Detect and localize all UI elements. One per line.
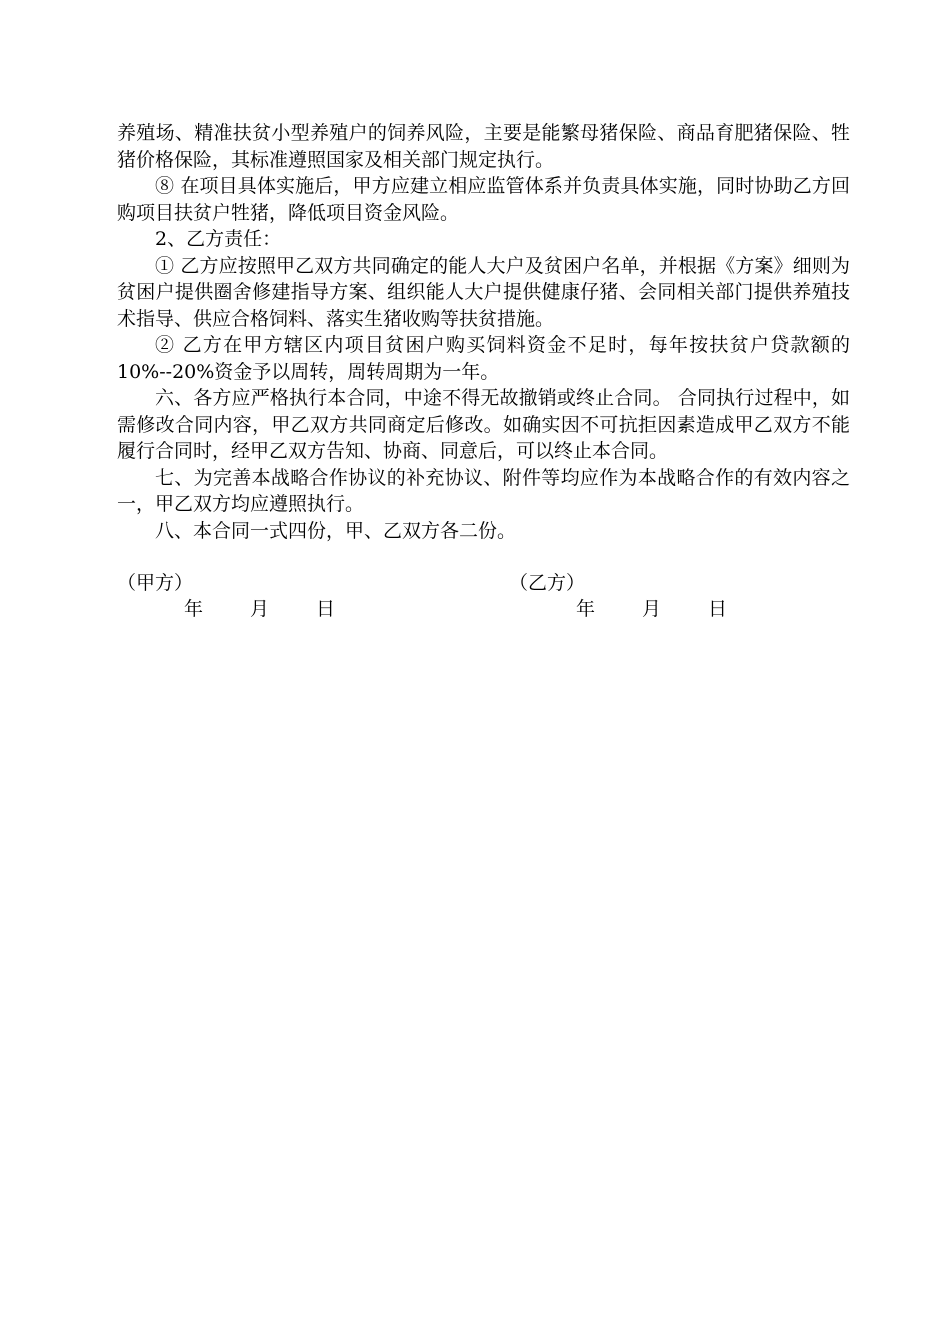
paragraph-party-b-item-2: ② 乙方在甲方辖区内项目贫困户购买饲料资金不足时，每年按扶贫户贷款额的10%--20%资金予以周转，周转周期为一年。: [117, 334, 850, 383]
paragraph-party-b-item-1: ① 乙方应按照甲乙双方共同确定的能人大户及贫困户名单，并根据《方案》细则为贫困户提供圈舍修建指导方案、组织能人大户提供健康仔猪、会同相关部门提供养殖技术指导、供应合格饲料、落实生猪收购等扶贫措施。: [117, 254, 850, 330]
party-a-year-label: 年: [184, 598, 204, 620]
party-b-date-line: [576, 596, 774, 622]
party-a-signature-label: （甲方）: [117, 572, 194, 594]
party-a-month-label: 月: [250, 598, 270, 620]
party-b-day-label: 日: [708, 598, 728, 620]
party-a-date-line: [184, 596, 382, 622]
paragraph-insurance-continued: 养殖场、精准扶贫小型养殖户的饲养风险，主要是能繁母猪保险、商品育肥猪保险、牲猪价格保险，其标准遵照国家及相关部门规定执行。: [117, 122, 850, 171]
party-a-day-label: 日: [316, 598, 336, 620]
paragraph-party-a-supervision: ⑧ 在项目具体实施后，甲方应建立相应监管体系并负责具体实施，同时协助乙方回购项目扶贫户牲猪，降低项目资金风险。: [117, 175, 850, 224]
contract-body: [117, 120, 850, 544]
paragraph-party-b-heading: 2、乙方责任：: [155, 228, 282, 250]
party-b-signature-label: （乙方）: [509, 572, 586, 594]
party-b-year-label: 年: [576, 598, 596, 620]
paragraph-clause-eight: 八、本合同一式四份，甲、乙双方各二份。: [155, 519, 517, 542]
paragraph-clause-six: 六、各方应严格执行本合同，中途不得无故撤销或终止合同。 合同执行过程中，如需修改合同内容，甲乙双方共同商定后修改。如确实因不可抗拒因素造成甲乙双方不能履行合同时，经甲乙双方告知、协商、同意后，可以终止本合同。: [117, 387, 850, 462]
paragraph-clause-seven: 七、为完善本战略合作协议的补充协议、附件等均应作为本战略合作的有效内容之一，甲乙双方均应遵照执行。: [117, 466, 850, 515]
party-b-month-label: 月: [642, 598, 662, 620]
